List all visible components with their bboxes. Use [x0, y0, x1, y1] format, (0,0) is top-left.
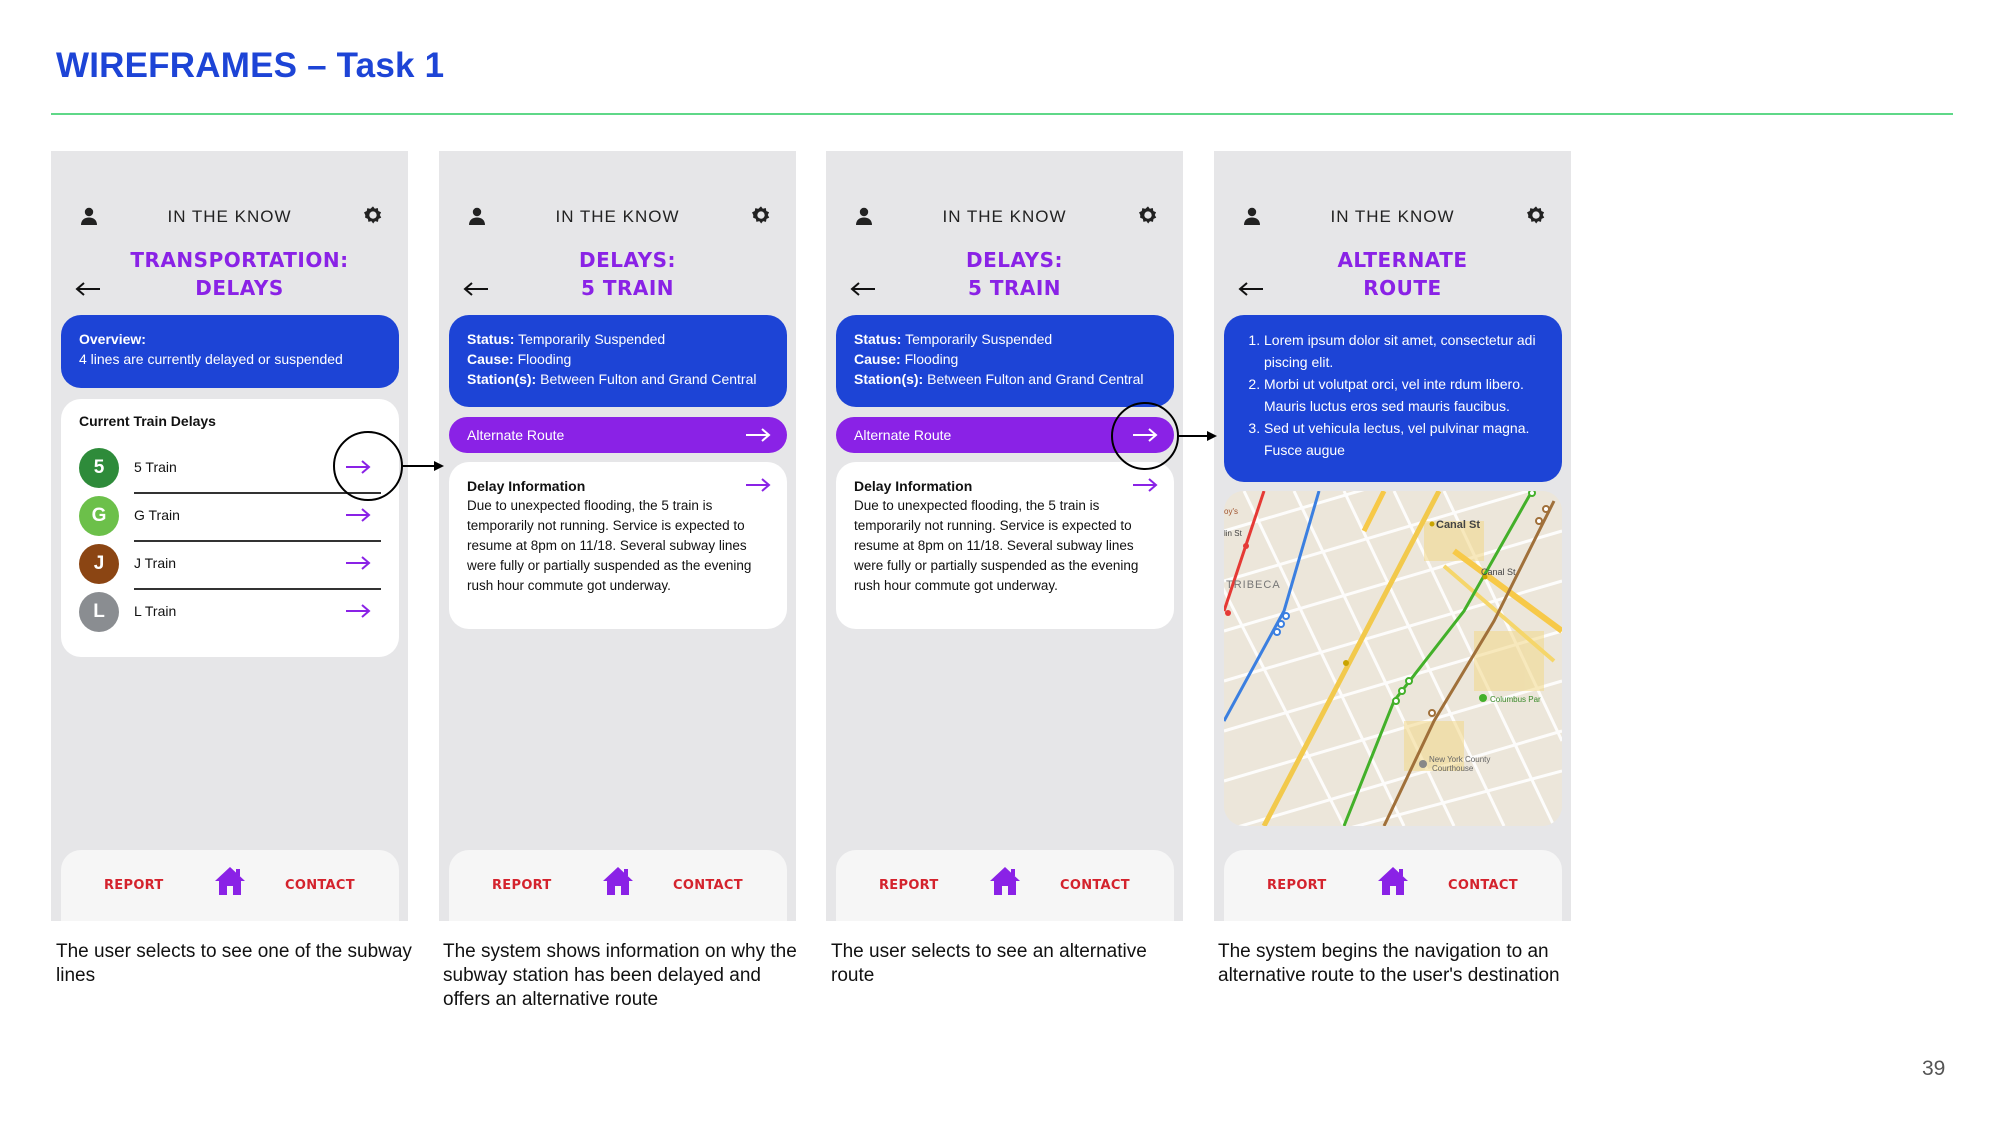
phone-screen-delay-detail	[439, 151, 796, 921]
bottom-nav	[836, 850, 1174, 921]
route-step: 1. Lorem ipsum dolor sit amet, consectetur adi piscing elit.	[1264, 329, 1544, 373]
gear-icon[interactable]	[1525, 205, 1547, 227]
svg-text:Columbus Par: Columbus Par	[1490, 695, 1541, 704]
arrow-right-icon[interactable]	[1132, 427, 1158, 443]
top-bar	[439, 201, 796, 231]
back-arrow-icon[interactable]	[1238, 281, 1264, 297]
home-icon[interactable]	[602, 866, 634, 896]
nav-contact[interactable]: CONTACT	[673, 878, 743, 893]
route-step: 3. Sed ut vehicula lectus, vel pulvinar magna. Fusce augue	[1264, 417, 1544, 461]
nav-report[interactable]: REPORT	[1267, 878, 1327, 893]
route-steps-card	[1224, 315, 1562, 482]
delay-info-heading: Delay Information	[467, 478, 586, 494]
bottom-nav	[449, 850, 787, 921]
app-name: IN THE KNOW	[555, 207, 680, 226]
caption-step-3: The user selects to see an alternative route	[831, 941, 1147, 986]
alternate-route-button[interactable]: Alternate Route	[449, 417, 787, 453]
train-row-l[interactable]	[79, 590, 381, 634]
current-delays-heading: Current Train Delays	[79, 413, 216, 429]
page-number: 39	[1922, 1057, 1946, 1080]
bottom-nav	[61, 850, 399, 921]
caption-step-4: The system begins the navigation to an alternative route to the user's destination	[1218, 941, 1560, 986]
map-graphic	[1224, 491, 1562, 826]
status-card: Status: Temporarily Suspended Cause: Flooding Station(s): Between Fulton and Grand Central	[449, 315, 787, 407]
train-row-j[interactable]	[79, 542, 381, 586]
back-arrow-icon[interactable]	[850, 281, 876, 297]
status-card: Status: Temporarily Suspended Cause: Flooding Station(s): Between Fulton and Grand Central	[836, 315, 1174, 407]
arrow-right-icon[interactable]	[345, 555, 371, 571]
app-name: IN THE KNOW	[1330, 207, 1455, 226]
delay-info-card	[836, 462, 1174, 629]
svg-text:Canal St: Canal St	[1481, 567, 1516, 577]
delay-info-heading: Delay Information	[854, 478, 973, 494]
train-label: J Train	[134, 555, 177, 571]
screen-title: DELAYS: 5 TRAIN	[579, 248, 676, 300]
svg-text:Courthouse: Courthouse	[1432, 764, 1474, 773]
delay-info-card	[449, 462, 787, 629]
home-icon[interactable]	[989, 866, 1021, 896]
phone-screen-alternate-route	[1214, 151, 1571, 921]
screen-title: DELAYS: 5 TRAIN	[966, 248, 1063, 300]
svg-text:oy's: oy's	[1224, 507, 1238, 516]
back-arrow-icon[interactable]	[75, 281, 101, 297]
alternate-route-button[interactable]: Alternate Route	[836, 417, 1174, 453]
train-label: 5 Train	[134, 459, 177, 475]
nav-contact[interactable]: CONTACT	[1448, 878, 1518, 893]
arrow-right-icon[interactable]	[745, 477, 771, 493]
phone-screen-delays-overview	[51, 151, 408, 921]
arrow-right-icon[interactable]	[345, 603, 371, 619]
gear-icon[interactable]	[750, 205, 772, 227]
home-icon[interactable]	[214, 866, 246, 896]
gear-icon[interactable]	[362, 205, 384, 227]
home-icon[interactable]	[1377, 866, 1409, 896]
caption-step-1: The user selects to see one of the subway lines	[56, 941, 412, 986]
train-row-5[interactable]	[79, 446, 381, 490]
screen-title: ALTERNATE ROUTE	[1337, 248, 1468, 300]
train-label: L Train	[134, 603, 177, 619]
route-steps-list	[1242, 329, 1544, 461]
top-bar	[1214, 201, 1571, 231]
route-step: 2. Morbi ut volutpat orci, vel inte rdum libero. Mauris luctus eros sed mauris faucibus.	[1264, 373, 1544, 417]
caption-step-2: The system shows information on why the subway station has been delayed and offers an alternative route	[443, 941, 797, 1010]
svg-text:lin St: lin St	[1224, 529, 1242, 538]
arrow-right-icon[interactable]	[345, 507, 371, 523]
delay-info-text: Due to unexpected flooding, the 5 train is temporarily not running. Service is expected to resume at 8pm on 11/18. Several subway lines were fully or partially suspended as the evening rush hour commute got underway.	[467, 498, 752, 593]
arrow-right-icon[interactable]	[1132, 477, 1158, 493]
phone-screen-delay-detail-select	[826, 151, 1183, 921]
app-name: IN THE KNOW	[167, 207, 292, 226]
top-bar	[51, 201, 408, 231]
train-row-g[interactable]	[79, 494, 381, 538]
nav-report[interactable]: REPORT	[879, 878, 939, 893]
svg-text:New York County: New York County	[1429, 755, 1491, 764]
route-map[interactable]	[1224, 491, 1562, 826]
slide-title: WIREFRAMES – Task 1	[56, 46, 445, 85]
back-arrow-icon[interactable]	[463, 281, 489, 297]
arrow-right-icon[interactable]	[745, 427, 771, 443]
screen-title: TRANSPORTATION: DELAYS	[130, 248, 349, 300]
bottom-nav	[1224, 850, 1562, 921]
delay-info-text: Due to unexpected flooding, the 5 train is temporarily not running. Service is expected to resume at 8pm on 11/18. Several subway lines were fully or partially suspended as the evening rush hour commute got underway.	[854, 498, 1139, 593]
nav-report[interactable]: REPORT	[492, 878, 552, 893]
top-bar	[826, 201, 1183, 231]
overview-card: Overview: 4 lines are currently delayed or suspended	[61, 315, 399, 388]
title-divider	[51, 113, 1953, 115]
train-badge-g: G	[79, 496, 119, 536]
nav-report[interactable]: REPORT	[104, 878, 164, 893]
train-label: G Train	[134, 507, 180, 523]
arrow-right-icon[interactable]	[345, 459, 371, 475]
gear-icon[interactable]	[1137, 205, 1159, 227]
svg-text:Canal St: Canal St	[1436, 519, 1481, 531]
train-badge-5: 5	[79, 448, 119, 488]
app-name: IN THE KNOW	[942, 207, 1067, 226]
nav-contact[interactable]: CONTACT	[1060, 878, 1130, 893]
nav-contact[interactable]: CONTACT	[285, 878, 355, 893]
train-badge-l: L	[79, 592, 119, 632]
train-badge-j: J	[79, 544, 119, 584]
svg-text:TRIBECA: TRIBECA	[1226, 579, 1281, 591]
